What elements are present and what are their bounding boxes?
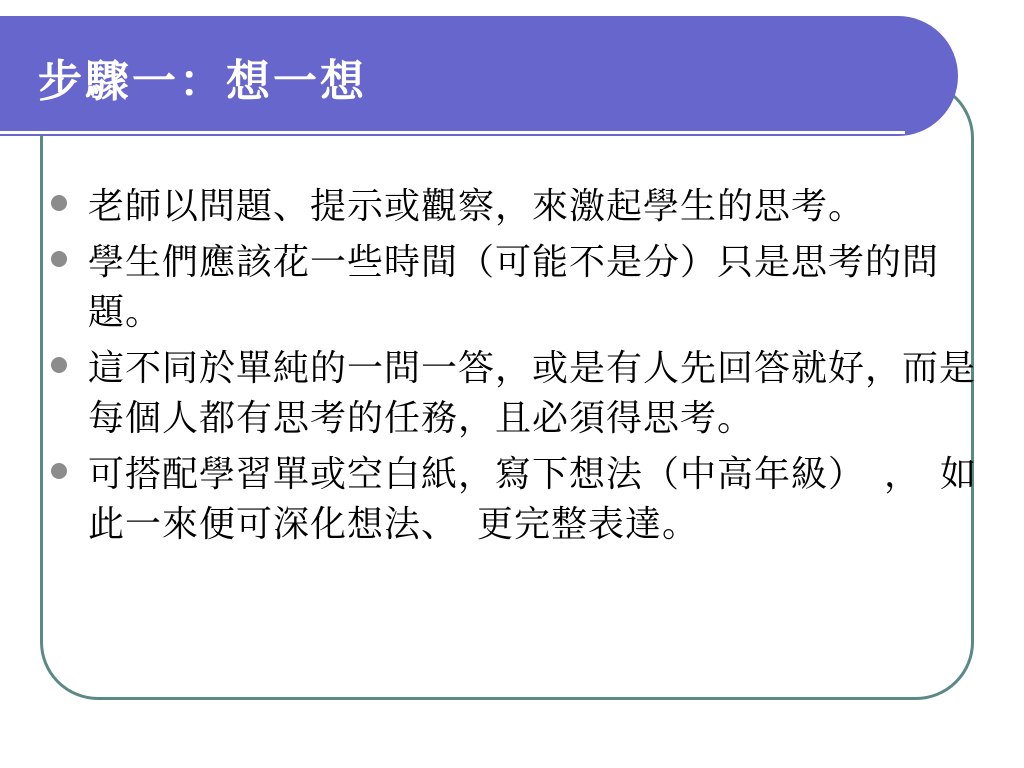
bullet-text: 可搭配學習單或空白紙，寫下想法（中高年級） ， 如此一來便可深化想法、 更完整表達。 [88,454,978,545]
bullet-text: 學生們應該花一些時間（可能不是分）只是思考的問題。 [88,242,940,333]
bullet-text: 這不同於單純的一問一答，或是有人先回答就好，而是每個人都有思考的任務，且必須得思考。 [88,348,977,439]
bullet-dot-icon [51,357,67,373]
slide-title: 步驟一：想一想 [38,56,367,107]
bullet-item [48,450,998,550]
bullet-dot-icon [51,463,67,479]
bullet-dot-icon [51,195,67,211]
bullet-item [48,344,998,444]
bullet-list [48,182,998,556]
bullet-text: 老師以問題、提示或觀察，來激起學生的思考。 [88,186,866,227]
bullet-item [48,182,998,232]
bullet-dot-icon [51,251,67,267]
bullet-item [48,238,998,338]
title-underline [0,131,905,134]
